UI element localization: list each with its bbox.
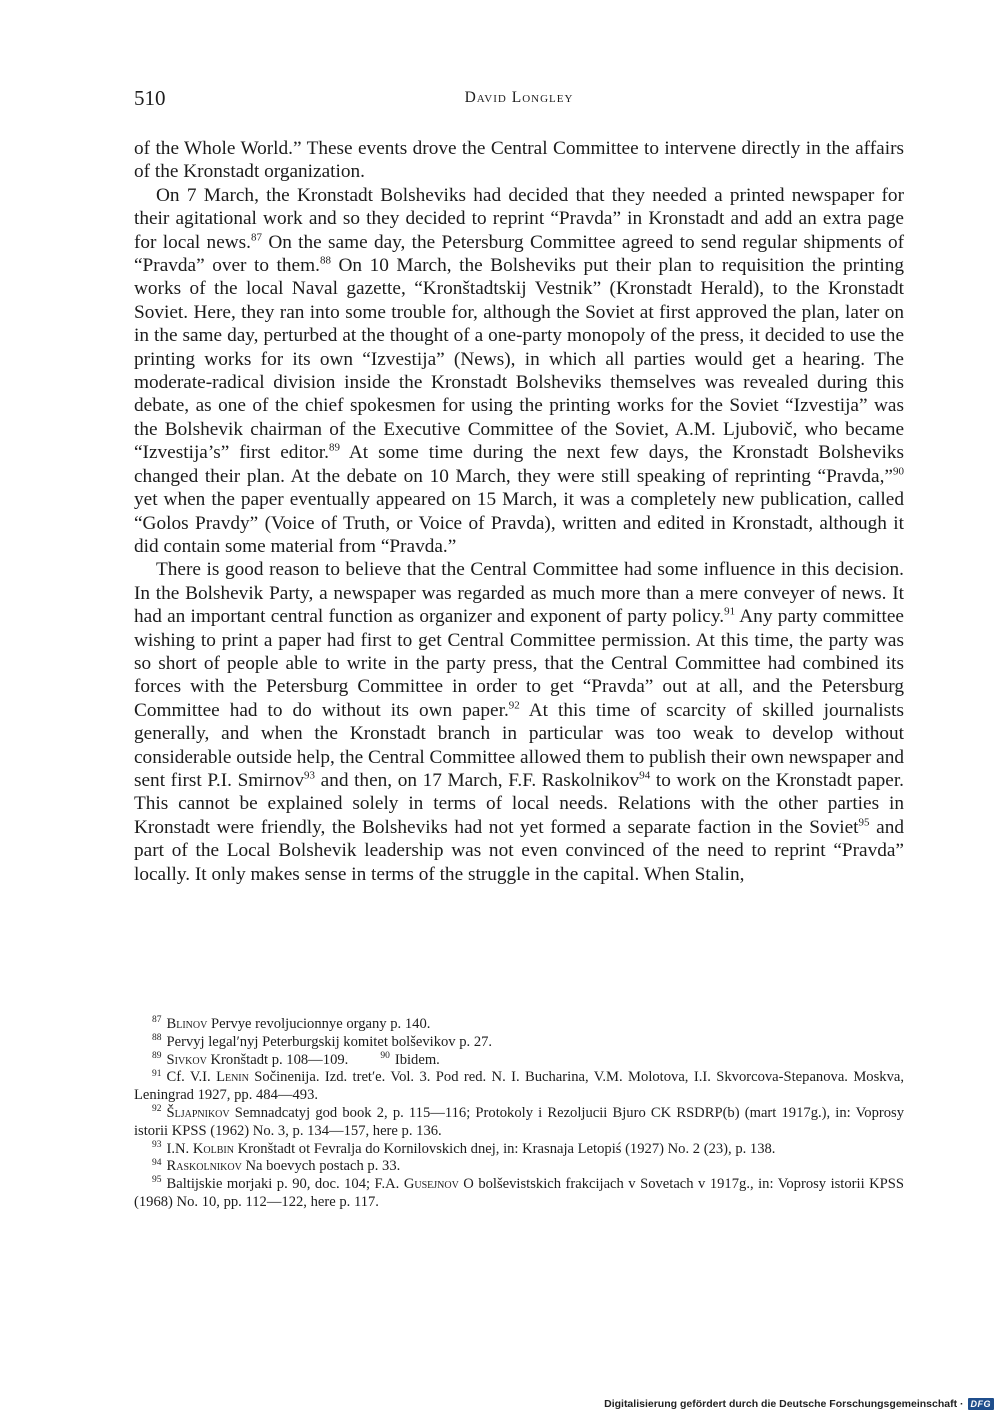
author-name: Raskolnikov <box>166 1158 242 1175</box>
footnote-reference: 91 <box>724 605 736 618</box>
author-name: Kolbin <box>192 1140 234 1157</box>
footnote <box>134 1105 904 1141</box>
footnote-text: Na boevych postach p. 33. <box>241 1158 401 1175</box>
body-paragraph <box>134 558 904 886</box>
paragraph-text: and part of the Local Bolshevik leadership was not even convinced of the need to reprint “Pravda” locally. It only makes sense in terms of the struggle in the capital. When Stalin, <box>134 816 904 885</box>
body-paragraph <box>134 184 904 559</box>
footnote-text: I.N. <box>166 1140 193 1157</box>
footnote-text: Cf. V.I. <box>166 1069 217 1086</box>
footnote-number: 95 <box>152 1175 162 1186</box>
footnote-reference: 93 <box>304 769 316 782</box>
author-name: Šljapnikov <box>166 1104 230 1121</box>
digitization-credit <box>604 1398 994 1410</box>
paragraph-text: On the same day, the Petersburg Committee agreed to send regular shipments of “Pravda” over to them. <box>134 231 905 277</box>
footnote-text: Pervyj legalʹnyj Peterburgskij komitet bolševikov p. 27. <box>166 1033 493 1050</box>
paragraph-text: Any party committee wishing to print a paper had first to get Central Committee permission. At this time, the party was so short of people able to write in the party press, that the Central Committee had combined its forces with the Petersburg Committee in order to get “Pravda” out at all, and the Petersburg Committee had to do without its own paper. <box>134 606 904 721</box>
paragraph-text: There is good reason to believe that the Central Committee had some influence in this decision. In the Bolshevik Party, a newspaper was regarded as much more than a mere conveyer of news. It had an important central function as organizer and exponent of party policy. <box>134 559 904 628</box>
footnote <box>134 1016 904 1034</box>
footnote-text: Pervye revoljucionnye organy p. 140. <box>207 1016 431 1032</box>
footnote-number: 93 <box>152 1139 162 1150</box>
footnote <box>134 1069 904 1105</box>
footnote-reference: 92 <box>508 699 520 712</box>
paragraph-text: On 10 March, the Bolsheviks put their plan to requisition the printing works of the local Naval gazette, “Kronštadtskij Vestnik” (Kronstadt Herald), to the Kronstadt Soviet. Here, they ran into some trouble for, although the Soviet at first approved the plan, later on in the same day, perturbed at the thought of a one-party monopoly of the press, it decided to use the printing works for its own “Izvestija” (News), in which all parties would get a hearing. The moderate-radical division inside the Kronstadt Bolsheviks themselves was revealed during this debate, as one of the chief spokesmen for using the printing works for the Soviet “Izvestija” was the Bolshevik chairman of the Executive Committee of the Soviet, A.M. Ljubovič, who became “Izvestija’s” first editor. <box>134 255 904 464</box>
paragraph-text: At some time during the next few days, the Kronstadt Bolsheviks changed their plan. At the debate on 10 March, they were still speaking of reprinting “Pravda,” <box>134 442 904 487</box>
page-number: 510 <box>134 86 166 110</box>
footnote-number: 91 <box>152 1068 162 1079</box>
author-name: Gusejnov <box>403 1176 459 1193</box>
footnote-reference: 87 <box>251 231 263 244</box>
footnote-reference: 94 <box>639 769 651 782</box>
footnote-number: 94 <box>152 1157 162 1168</box>
footnote <box>134 1141 904 1159</box>
footnote-text: Ibidem. <box>394 1051 440 1068</box>
footnote-number: 90 <box>380 1050 390 1061</box>
body-paragraph <box>134 137 904 184</box>
page-header <box>134 86 904 116</box>
running-head: David Longley <box>464 89 574 106</box>
footnote-text: Kronštadt p. 108—109. <box>206 1051 349 1068</box>
footnote <box>134 1176 904 1212</box>
paragraph-text: and then, on 17 March, F.F. Raskolnikov <box>315 769 640 791</box>
footnotes <box>134 1016 904 1212</box>
footnote-reference: 90 <box>893 465 904 478</box>
footnote-text: Semnadcatyj god book 2, p. 115—116; Protokoly i Rezoljucii Bjuro CK RSDRP(b) (mart 1917g.), in: Voprosy istorii KPSS (1962) No. 3, p. 134—157, here p. 136. <box>134 1104 904 1139</box>
footnote-reference: 95 <box>858 816 870 829</box>
paragraph-text: On 7 March, the Kronstadt Bolsheviks had decided that they needed a printed newspaper for their agitational work and so they decided to reprint “Pravda” in Kronstadt and add an extra page for local news. <box>134 184 904 253</box>
footnote <box>134 1052 904 1070</box>
footnote-number: 92 <box>152 1104 162 1115</box>
footnote-reference: 88 <box>319 254 331 267</box>
author-name: Sivkov <box>166 1051 207 1068</box>
footnote-number: 89 <box>152 1050 162 1061</box>
footnote <box>134 1034 904 1052</box>
footnote-number: 88 <box>152 1032 162 1043</box>
footnote-text: Sočinenija. Izd. tretʹe. Vol. 3. Pod red. N. I. Bucharina, V.M. Molotova, I.I. Skvorcova-Stepanova. Moskva, Leningrad 1927, pp. 484—493. <box>134 1069 905 1104</box>
paragraph-text: of the Whole World.” These events drove the Central Committee to intervene directly in the affairs of the Kronstadt organization. <box>134 138 904 183</box>
footnote-text: Kronštadt ot Fevralja do Kornilovskich dnej, in: Krasnaja Letopiś (1927) No. 2 (23), p. 138. <box>233 1140 776 1157</box>
dfg-logo: DFG <box>968 1398 995 1410</box>
digitization-credit-text: Digitalisierung gefördert durch die Deutsche Forschungsgemeinschaft · <box>604 1398 964 1410</box>
footnote-number: 87 <box>152 1015 162 1026</box>
footnote-text: O bolševistskich frakcijach v Sovetach v 1917g., in: Voprosy istorii KPSS (1968) No. 10, pp. 112—122, here p. 117. <box>134 1176 904 1210</box>
body-text <box>134 137 904 886</box>
footnote-reference: 89 <box>328 441 340 454</box>
footnote <box>134 1158 904 1176</box>
paragraph-text: to work on the Kronstadt paper. This cannot be explained solely in terms of local needs. Relations with the other parties in Kronstadt were friendly, the Bolsheviks had not yet formed a separate faction in the Soviet <box>134 769 905 838</box>
footnote-text: Baltijskie morjaki p. 90, doc. 104; F.A. <box>166 1176 404 1193</box>
author-name: Lenin <box>216 1069 249 1086</box>
paragraph-text: yet when the paper eventually appeared on 15 March, it was a completely new publication, called “Golos Pravdy” (Voice of Truth, or Voice of Pravda), written and edited in Kronstadt, although it did contain some material from “Pravda.” <box>134 489 904 557</box>
paragraph-text: At this time of scarcity of skilled journalists generally, and when the Kronstadt branch in particular was too weak to develop without considerable outside help, the Central Committee allowed them to publish their own newspaper and sent first P.I. Smirnov <box>134 699 904 791</box>
author-name: Blinov <box>166 1016 208 1032</box>
